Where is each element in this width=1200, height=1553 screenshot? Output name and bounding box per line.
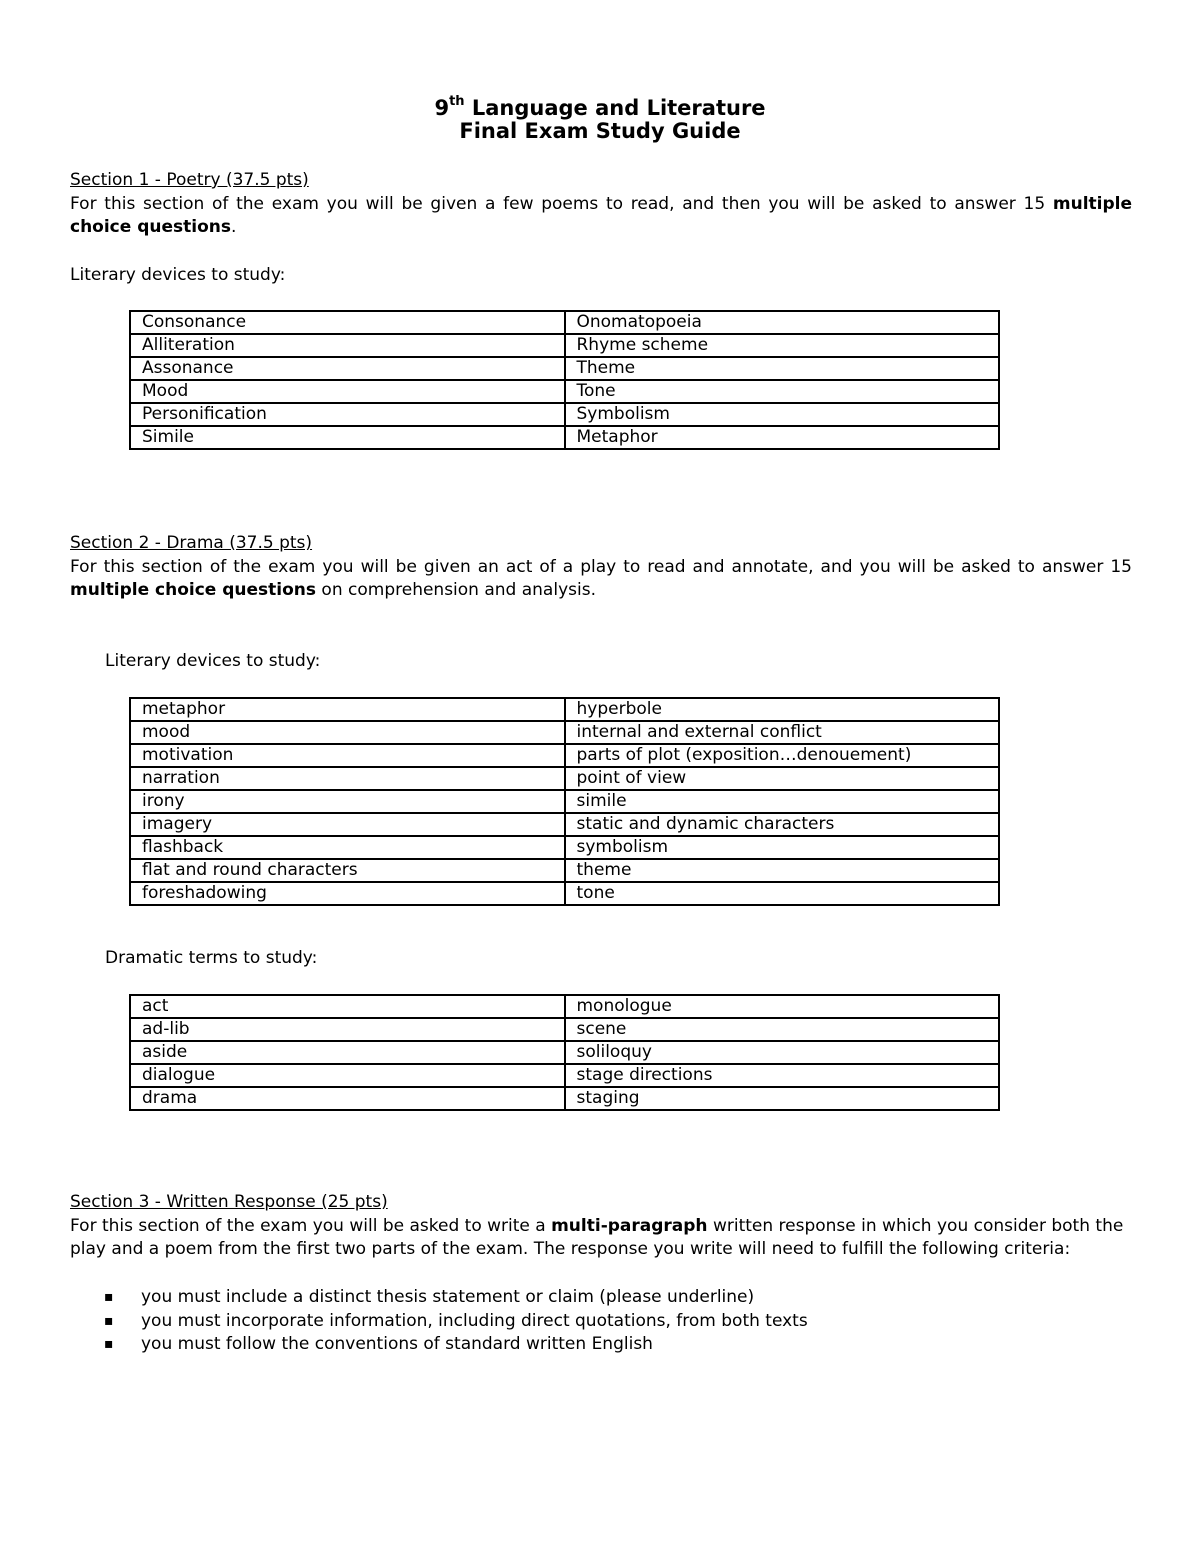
table-cell: Rhyme scheme [565, 334, 1000, 357]
section-1-heading: Section 1 - Poetry (37.5 pts) [70, 170, 309, 190]
table-cell: Tone [565, 380, 1000, 403]
table-row [130, 721, 999, 744]
table-row [130, 426, 999, 449]
table-row [130, 357, 999, 380]
table-row [130, 403, 999, 426]
table-cell: parts of plot (exposition…denouement) [565, 744, 1000, 767]
dramatic-terms-table [129, 994, 1000, 1111]
section-3-heading: Section 3 - Written Response (25 pts) [70, 1192, 388, 1212]
table-cell: dialogue [130, 1064, 565, 1087]
table-cell: point of view [565, 767, 1000, 790]
table-cell: tone [565, 882, 1000, 905]
table-row [130, 836, 999, 859]
section-1-text-before: For this section of the exam you will be given a few poems to read, and then you will be asked to answer 15 [70, 194, 1053, 214]
table-cell: Alliteration [130, 334, 565, 357]
table-cell: narration [130, 767, 565, 790]
section-2-text-bold: multiple choice questions [70, 580, 317, 600]
table-cell: Theme [565, 357, 1000, 380]
title-text: Language and Literature [464, 96, 766, 120]
table-cell: aside [130, 1041, 565, 1064]
table-row [130, 859, 999, 882]
criteria-item [104, 1310, 808, 1334]
table-cell: symbolism [565, 836, 1000, 859]
table-cell: Metaphor [565, 426, 1000, 449]
table-cell: Assonance [130, 357, 565, 380]
section-3-text-after: written response in which you consider both the play and a poem from the first two parts of the exam. The response you write will need to fulfill the following criteria: [70, 1216, 1124, 1259]
table-cell: ad-lib [130, 1018, 565, 1041]
criteria-text: you must incorporate information, including direct quotations, from both texts [141, 1310, 808, 1331]
table-row [130, 1064, 999, 1087]
table-cell: soliloquy [565, 1041, 1000, 1064]
criteria-text: you must follow the conventions of standard written English [141, 1334, 653, 1354]
table-cell: imagery [130, 813, 565, 836]
table-row [130, 767, 999, 790]
table-cell: metaphor [130, 698, 565, 721]
bullet-icon: ▪ [104, 1312, 114, 1329]
criteria-item [104, 1333, 808, 1357]
bullet-icon: ▪ [104, 1289, 114, 1305]
table-cell: drama [130, 1087, 565, 1110]
document-subtitle: Final Exam Study Guide [459, 119, 741, 143]
table-cell: flashback [130, 836, 565, 859]
table-row [130, 995, 999, 1018]
table-row [130, 1041, 999, 1064]
table-cell: scene [565, 1018, 1000, 1041]
section-3-text-bold: multi-paragraph [551, 1216, 708, 1236]
section-3-text-before: For this section of the exam you will be asked to write a [70, 1216, 552, 1236]
section-2-description [70, 556, 1132, 602]
table-row [130, 813, 999, 836]
drama-devices-table [129, 697, 1000, 906]
section-3-description [70, 1215, 1130, 1261]
table-row [130, 334, 999, 357]
table-cell: flat and round characters [130, 859, 565, 882]
table-cell: internal and external conflict [565, 721, 1000, 744]
section-2-heading: Section 2 - Drama (37.5 pts) [70, 533, 313, 553]
table-row [130, 1087, 999, 1110]
table-cell: Mood [130, 380, 565, 403]
table-row [130, 311, 999, 334]
title-ordinal: 9 [434, 96, 450, 120]
table-cell: hyperbole [565, 698, 1000, 721]
section-2-text-after: on comprehension and analysis. [316, 580, 596, 600]
table-cell: irony [130, 790, 565, 813]
table-cell: stage directions [565, 1064, 1000, 1087]
table-row [130, 1018, 999, 1041]
criteria-list [104, 1286, 808, 1357]
section-2-devices-label: Literary devices to study: [105, 651, 321, 671]
bullet-icon: ▪ [104, 1336, 114, 1352]
table-cell: motivation [130, 744, 565, 767]
poetry-devices-table [129, 310, 1000, 450]
table-cell: act [130, 995, 565, 1018]
table-cell: Simile [130, 426, 565, 449]
table-cell: mood [130, 721, 565, 744]
title-superscript: th [449, 94, 465, 109]
section-1-devices-label: Literary devices to study: [70, 265, 286, 285]
table-row [130, 744, 999, 767]
table-cell: Personification [130, 403, 565, 426]
criteria-item [104, 1286, 808, 1310]
table-cell: foreshadowing [130, 882, 565, 905]
table-cell: simile [565, 790, 1000, 813]
section-2-terms-label: Dramatic terms to study: [105, 948, 318, 968]
section-1-description [70, 193, 1132, 239]
table-row [130, 698, 999, 721]
table-cell: staging [565, 1087, 1000, 1110]
table-row [130, 380, 999, 403]
criteria-text: you must include a distinct thesis statement or claim (please underline) [141, 1287, 755, 1307]
section-2-text-before: For this section of the exam you will be given an act of a play to read and annotate, and you will be asked to answer 15 [70, 557, 1132, 577]
table-cell: Symbolism [565, 403, 1000, 426]
table-cell: Consonance [130, 311, 565, 334]
table-cell: monologue [565, 995, 1000, 1018]
table-row [130, 882, 999, 905]
table-cell: Onomatopoeia [565, 311, 1000, 334]
table-cell: static and dynamic characters [565, 813, 1000, 836]
section-1-text-after: . [231, 217, 237, 237]
table-cell: theme [565, 859, 1000, 882]
table-row [130, 790, 999, 813]
section-1-text-bold: multiple choice questions [70, 194, 1132, 237]
